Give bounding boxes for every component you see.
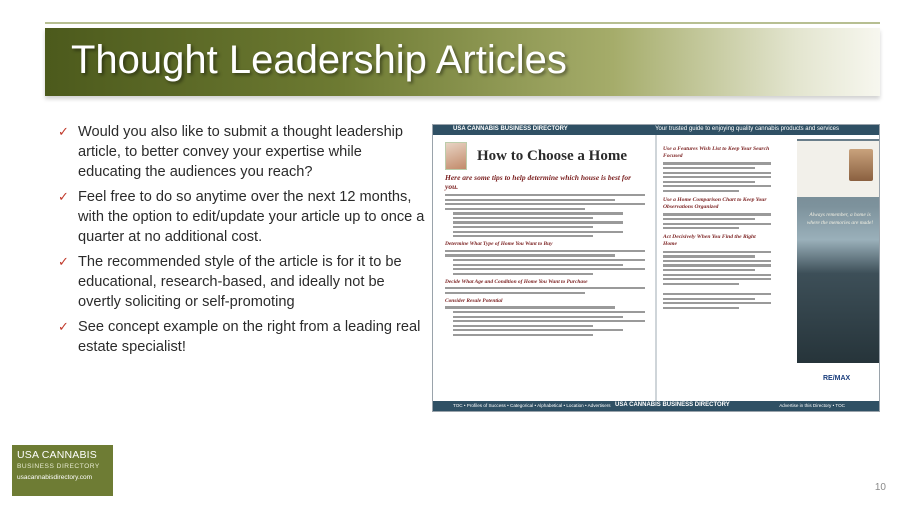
- slide-title: Thought Leadership Articles: [71, 38, 567, 82]
- bullet-text: Would you also like to submit a thought leadership article, to better convey your expertise while educating the audiences you reach?: [78, 124, 404, 180]
- bullet-item: [58, 187, 428, 247]
- bullet-text: See concept example on the right from a leading real estate specialist!: [78, 319, 421, 355]
- brand-logo: [12, 445, 113, 496]
- article-section-heading: Act Decisively When You Find the Right Home: [663, 234, 756, 248]
- title-bar: [45, 28, 880, 96]
- bullet-text: The recommended style of the article is for it to be educational, research-based, and ideally not be overtly soliciting or self-promoting: [78, 254, 402, 310]
- article-header: [445, 139, 645, 173]
- spread-advertise-link[interactable]: Advertise in this Directory • TOC: [779, 403, 845, 408]
- article-section-heading: Determine What Type of Home You Want to Buy: [445, 241, 553, 248]
- spread-left-page: [433, 135, 655, 403]
- article-heading: How to Choose a Home: [477, 147, 627, 164]
- article-section-heading: Consider Resale Potential: [445, 298, 503, 305]
- spread-top-left: USA CANNABIS BUSINESS DIRECTORY: [453, 126, 568, 132]
- bullet-text: Feel free to do so anytime over the next 12 months, with the option to edit/update your article up to once a quarter at no additional cost.: [78, 189, 425, 245]
- house-thumbnail: [445, 142, 467, 170]
- logo-website: usacannabisdirectory.com: [17, 474, 93, 481]
- bullet-item: [58, 317, 428, 357]
- spread-bottom-brand: USA CANNABIS BUSINESS DIRECTORY: [615, 402, 730, 408]
- article-section-heading: Decide What Age and Condition of Home You Want to Purchase: [445, 278, 588, 285]
- spread-bottom-bar: [433, 401, 879, 411]
- check-icon: ✓: [58, 320, 69, 335]
- spread-right-page: [657, 135, 880, 403]
- logo-line-1: USA CANNABIS: [17, 449, 98, 461]
- harbor-photo: [797, 139, 880, 363]
- pull-quote: Always remember, a home is where the memories are made!: [806, 212, 874, 226]
- article-subheading: Here are some tips to help determine which house is best for you.: [445, 173, 632, 191]
- article-section-heading: Use a Home Comparison Chart to Keep Your Observations Organized: [663, 197, 767, 211]
- right-column-text: [663, 141, 771, 309]
- spread-nav-links[interactable]: TOC • Profiles of Success • Categorical • Alphabetical • Location • Advertisers: [453, 403, 611, 408]
- bullet-list: [58, 122, 428, 362]
- top-rule: [45, 22, 880, 24]
- bullet-item: [58, 122, 428, 182]
- spread-top-right: Your trusted guide to enjoying quality cannabis products and services: [655, 126, 839, 132]
- remax-logo: [797, 363, 880, 403]
- agent-card: [797, 141, 880, 197]
- check-icon: ✓: [58, 190, 69, 205]
- article-section-heading: Use a Features Wish List to Keep Your Search Focused: [663, 146, 770, 159]
- example-article-spread: [432, 124, 880, 412]
- logo-line-2: BUSINESS DIRECTORY: [17, 463, 100, 470]
- check-icon: ✓: [58, 255, 69, 270]
- check-icon: ✓: [58, 125, 69, 140]
- bullet-item: [58, 252, 428, 312]
- remax-logo-text: RE/MAX: [823, 375, 851, 382]
- spread-top-bar: [433, 125, 879, 135]
- page-number: 10: [874, 482, 886, 493]
- agent-photo: [849, 149, 873, 181]
